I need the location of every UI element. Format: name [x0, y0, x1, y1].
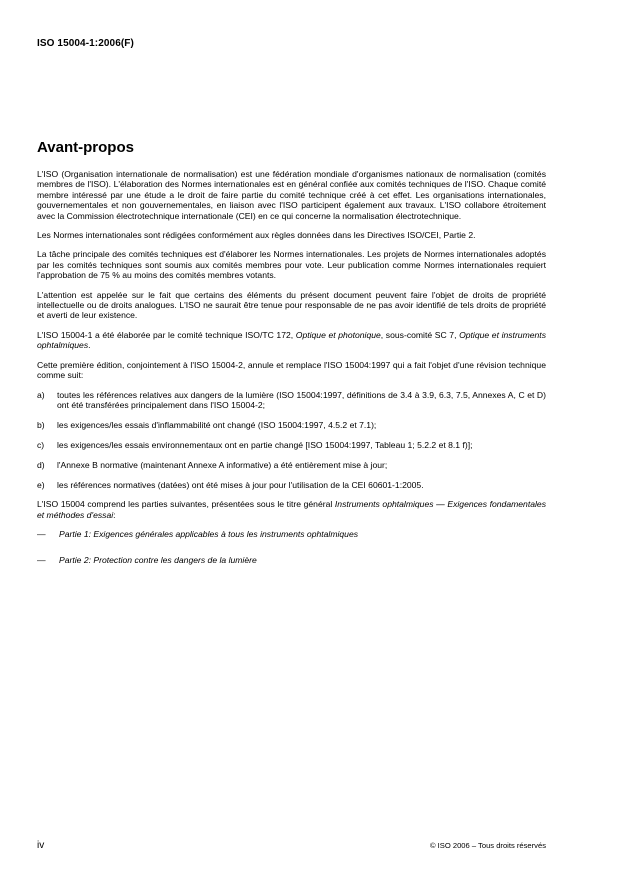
subcommittee-title: Optique et instruments ophtalmiques [37, 329, 546, 351]
paragraph-edition: Cette première édition, conjointement à l'ISO 15004-2, annule et remplace l'ISO 15004:1997 qui a fait l'objet d'une révision technique comme suit: [37, 359, 546, 381]
subcommittee-text: , sous-comité SC 7, [380, 329, 460, 340]
list-marker: b) [37, 419, 45, 430]
list-item [37, 390, 546, 411]
list-marker: a) [37, 389, 45, 400]
list-item [37, 480, 546, 490]
prepared-by-text: L'ISO 15004-1 a été élaborée par le comité technique ISO/TC 172, [37, 329, 296, 340]
list-item [37, 555, 546, 565]
dash-marker: — [37, 554, 46, 565]
foreword-body [37, 169, 546, 580]
list-text: les exigences/les essais d'inflammabilité ont changé (ISO 15004:1997, 4.5.2 et 7.1); [57, 419, 377, 430]
dash-marker: — [37, 529, 46, 540]
list-text: les références normatives (datées) ont été mises à jour pour l'utilisation de la CEI 60601-1:2005. [57, 479, 424, 490]
list-item [37, 529, 546, 539]
parts-intro-text: L'ISO 15004 comprend les parties suivantes, présentées sous le titre général [37, 499, 335, 510]
paragraph-iso-organisation: L'ISO (Organisation internationale de normalisation) est une fédération mondiale d'organismes nationaux de normalisation (comités membres de l'ISO). L'élaboration des Normes internationales est en général confiée aux comités techniques de l'ISO. Chaque comité membre intéressé par une étude a le droit de faire partie du comité technique créé à cet effet. Les organisations internationales, gouvernementales et non gouvernementales, en liaison avec l'ISO participent également aux travaux. L'ISO collabore étroitement avec la Commission électrotechnique internationale (CEI) en ce qui concerne la normalisation électrotechnique. [37, 169, 546, 221]
list-text: toutes les références relatives aux dangers de la lumière (ISO 15004:1997, définitions de 3.4 à 3.9, 6.3, 7.5, Annexes A, C et D) ont été transférées principalement dans l'ISO 15004-2; [57, 389, 546, 410]
copyright-notice: © ISO 2006 – Tous droits réservés [429, 841, 546, 850]
paragraph-technical-committees: La tâche principale des comités techniques est d'élaborer les Normes internationales. Les projets de Normes internationales adoptés par les comités techniques sont soumis aux comités membres pour vote. Leur publication comme Normes internationales requiert l'approbation de 75 % au moins des comités membres votants. [37, 249, 546, 281]
committee-title: Optique et photonique [295, 329, 381, 340]
list-item [37, 420, 546, 430]
paragraph-parts-intro [37, 499, 546, 520]
page-title: Avant-propos [37, 139, 134, 156]
page-number: iv [37, 840, 45, 851]
list-marker: e) [37, 479, 45, 490]
general-title: Instruments ophtalmiques — Exigences fondamentales et méthodes d'essai [37, 499, 546, 520]
list-item [37, 460, 546, 470]
period: . [88, 340, 91, 351]
paragraph-patent-rights: L'attention est appelée sur le fait que certains des éléments du présent document peuvent faire l'objet de droits de propriété intellectuelle ou de droits analogues. L'ISO ne saurait être tenue pour responsable de ne pas avoir identifié de tels droits de propriété et averti de leur existence. [37, 289, 546, 321]
document-id: ISO 15004-1:2006(F) [37, 38, 134, 49]
part-title: Partie 1: Exigences générales applicables à tous les instruments ophtalmiques [59, 529, 359, 540]
list-marker: c) [37, 439, 45, 450]
list-marker: d) [37, 459, 45, 470]
part-title: Partie 2: Protection contre les dangers de la lumière [59, 554, 257, 565]
list-item [37, 440, 546, 450]
list-text: l'Annexe B normative (maintenant Annexe A informative) a été entièrement mise à jour; [57, 459, 388, 470]
list-text: les exigences/les essais environnementaux ont en partie changé [ISO 15004:1997, Tableau 1; 5.2.2 et 8.1 f)]; [57, 439, 473, 450]
colon: : [113, 509, 116, 520]
paragraph-prepared-by [37, 330, 546, 351]
paragraph-directives: Les Normes internationales sont rédigées conformément aux règles données dans les Directives ISO/CEI, Partie 2. [37, 230, 476, 241]
